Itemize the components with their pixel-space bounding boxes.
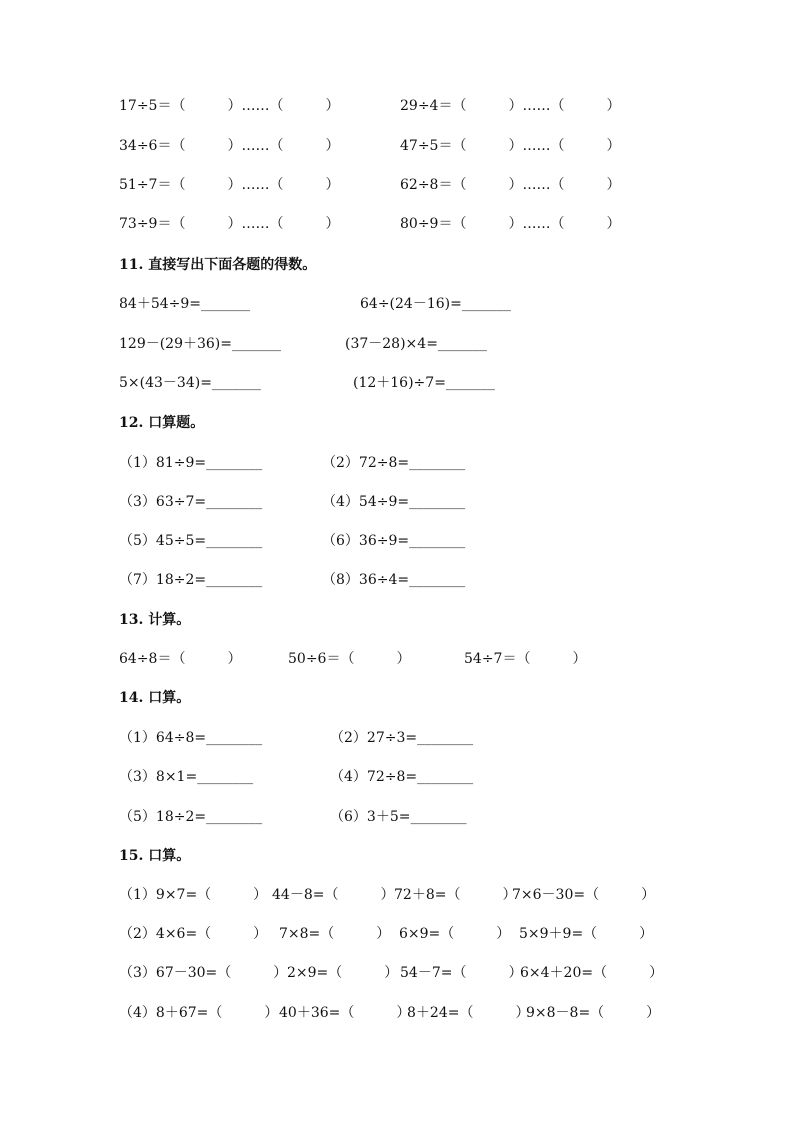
equation-row	[0, 332, 794, 356]
equation: （3）8×1=________	[119, 769, 254, 785]
equation: 54－7=（ ）	[400, 965, 523, 981]
equation: （4）72÷8=________	[330, 769, 474, 785]
equation: （1）9×7=（ ）	[119, 887, 268, 903]
equation: （6）3＋5=________	[330, 809, 467, 825]
division-problem: 17÷5＝（ ）……（ ）	[119, 98, 340, 114]
equation: 8＋24=（ ）	[407, 1005, 530, 1021]
equation: 5×(43－34)=_______	[119, 375, 261, 391]
division-problem: 62÷8＝（ ）……（ ）	[400, 177, 621, 193]
equation: 7×6－30=（ ）	[512, 887, 656, 903]
equation: （5）45÷5=________	[119, 533, 263, 549]
question-15-heading: 15. 口算。	[119, 848, 191, 864]
equation-row	[0, 490, 794, 514]
equation: 54÷7＝（ ）	[464, 651, 587, 667]
division-problem: 80÷9＝（ ）……（ ）	[400, 216, 621, 232]
equation-row	[0, 765, 794, 789]
equation: （1）64÷8=________	[119, 730, 263, 746]
equation: 2×9=（ ）	[287, 965, 399, 981]
question-13-heading: 13. 计算。	[119, 612, 191, 628]
equation-row	[0, 292, 794, 316]
question-11-heading: 11. 直接写出下面各题的得数。	[119, 257, 317, 273]
equation: 50÷6＝（ ）	[288, 651, 411, 667]
equation: 7×8=（ ）	[279, 926, 391, 942]
equation-row	[0, 568, 794, 592]
equation: 6×4＋20=（ ）	[520, 965, 664, 981]
division-problem: 51÷7＝（ ）……（ ）	[119, 177, 340, 193]
equation: （5）18÷2=________	[119, 809, 263, 825]
equation: 129－(29＋36)=_______	[119, 336, 282, 352]
equation: 84＋54÷9=_______	[119, 296, 250, 312]
equation: （6）36÷9=________	[322, 533, 466, 549]
equation-row	[0, 647, 794, 671]
equation: （1）81÷9=________	[119, 455, 263, 471]
equation: 64÷(24－16)=_______	[360, 296, 511, 312]
division-problem: 29÷4＝（ ）……（ ）	[400, 98, 621, 114]
equation-row	[0, 1001, 794, 1025]
question-12-heading: 12. 口算题。	[119, 415, 205, 431]
division-problem: 47÷5＝（ ）……（ ）	[400, 138, 621, 154]
equation-row	[0, 529, 794, 553]
equation: 44－8=（ ）	[272, 887, 395, 903]
equation: （2）72÷8=________	[322, 455, 466, 471]
equation: 6×9=（ ）	[399, 926, 511, 942]
equation: (37－28)×4=_______	[345, 336, 487, 352]
equation-row	[0, 922, 794, 946]
division-row	[0, 212, 794, 236]
question-14-heading: 14. 口算。	[119, 690, 191, 706]
equation: （4）54÷9=________	[322, 494, 466, 510]
equation: （3）63÷7=________	[119, 494, 263, 510]
equation: (12＋16)÷7=_______	[353, 375, 495, 391]
equation: 64÷8＝（ ）	[119, 651, 242, 667]
equation-row	[0, 883, 794, 907]
equation: （7）18÷2=________	[119, 572, 263, 588]
equation-row	[0, 371, 794, 395]
equation-row	[0, 726, 794, 750]
equation: （2）27÷3=________	[330, 730, 474, 746]
division-problem: 34÷6＝（ ）……（ ）	[119, 138, 340, 154]
equation: （4）8＋67=（ ）	[119, 1005, 279, 1021]
division-row	[0, 94, 794, 118]
equation: 9×8－8=（ ）	[526, 1005, 661, 1021]
division-problem: 73÷9＝（ ）……（ ）	[119, 216, 340, 232]
division-row	[0, 173, 794, 197]
division-row	[0, 134, 794, 158]
equation-row	[0, 805, 794, 829]
equation: 72＋8=（ ）	[394, 887, 517, 903]
equation-row	[0, 451, 794, 475]
equation: （2）4×6=（ ）	[119, 926, 268, 942]
equation: （3）67－30=（ ）	[119, 965, 288, 981]
equation: 5×9＋9=（ ）	[519, 926, 654, 942]
equation: （8）36÷4=________	[322, 572, 466, 588]
equation: 40＋36=（ ）	[279, 1005, 411, 1021]
equation-row	[0, 961, 794, 985]
